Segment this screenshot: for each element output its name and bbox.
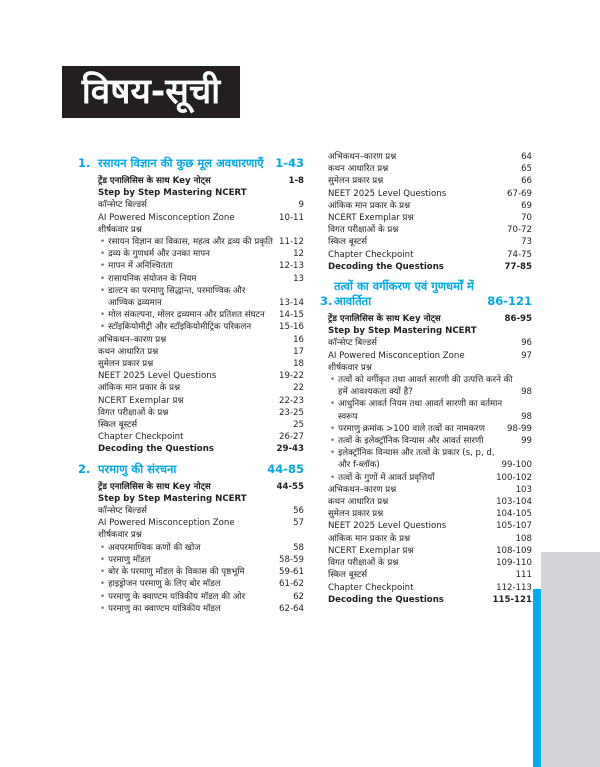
side-decoration-gray [541,552,600,767]
toc-entry[interactable] [78,175,304,187]
toc-entry[interactable] [78,431,304,443]
toc-entry-pages: 98 [521,411,532,422]
toc-entry[interactable] [78,395,304,407]
toc-entry-pages: 86-95 [504,314,532,325]
toc-entry[interactable] [320,200,532,212]
toc-right-column [320,151,532,606]
toc-entry-label: AI Powered Misconception Zone [98,212,235,223]
toc-entry-label: • तत्वों के गुणों में आवर्त प्रवृत्तियाँ [328,472,496,484]
toc-entry-pages: 115-121 [492,594,532,605]
toc-entry-pages: 77-85 [504,261,532,272]
toc-entry-pages: 26-27 [279,432,304,443]
toc-entry-label: विगत परीक्षाओं के प्रश्न [328,558,399,569]
toc-entry-pages: 15-16 [279,322,304,333]
toc-entry-pages: 56 [293,506,304,517]
page-title: विषय-सूची [62,66,240,118]
toc-entry-label: • बोर के परमाणु मॉडल के विकास की पृष्ठभूमि [98,566,279,578]
toc-entry[interactable] [78,443,304,455]
toc-entry-pages: 23-25 [279,407,304,418]
toc-entry[interactable] [320,545,532,557]
toc-entry[interactable] [320,472,532,484]
toc-entry-label: सुमेलन प्रकार प्रश्न [98,359,154,370]
toc-entry-label: NEET 2025 Level Questions [98,371,217,382]
toc-entry-label: सुमेलन प्रकार प्रश्न [328,509,384,520]
toc-entry-pages: 100-102 [496,472,532,483]
toc-entry-label: स्किल बूस्टर्स [98,420,138,431]
chapter-title: परमाणु की संरचना [98,461,177,476]
toc-entry[interactable] [78,517,304,529]
toc-entry-label: विगत परीक्षाओं के प्रश्न [328,225,399,236]
toc-entry[interactable] [78,199,304,211]
toc-entry-pages: 62-64 [279,603,304,614]
toc-entry-label: • अवपरमाण्विक कणों की खोज [98,542,293,554]
toc-entry-pages: 22 [293,383,304,394]
toc-entry-pages: 22-23 [279,395,304,406]
toc-entry[interactable] [320,224,532,236]
toc-entry-pages: 111 [515,570,532,581]
toc-entry-label: • मापन में अनिश्चितता [98,260,279,272]
toc-entry-label: AI Powered Misconception Zone [98,518,235,529]
chapter-number: 2. [78,461,91,476]
toc-entry[interactable] [78,309,304,321]
toc-entry[interactable] [78,382,304,394]
toc-entry-label: Chapter Checkpoint [328,249,414,260]
toc-entry-label: • हाइड्रोजन परमाणु के लिए बोर मॉडल [98,578,279,590]
toc-entry-pages: 62 [293,591,304,602]
toc-entry-label: Decoding the Questions [98,444,214,455]
toc-entry[interactable] [78,187,304,199]
toc-entry-label: Decoding the Questions [328,594,444,605]
chapter-heading[interactable] [320,279,532,309]
toc-entry-pages: 66 [521,176,532,187]
toc-entry[interactable] [320,236,532,248]
toc-entry[interactable] [78,285,304,309]
toc-entry-pages: 64 [521,152,532,162]
toc-entry-label: शीर्षकवार प्रश्न [98,224,142,235]
toc-entry-label: आंकिक मान प्रकार के प्रश्न [328,533,411,544]
toc-entry-label: Step by Step Mastering NCERT [98,493,247,504]
side-decoration-blue [533,589,541,767]
toc-entry[interactable] [78,481,304,493]
toc-entry[interactable] [320,313,532,325]
chapter-pages: 44-85 [267,461,304,476]
toc-entry-pages: 65 [521,164,532,175]
toc-entry[interactable] [78,419,304,431]
toc-entry-label: NCERT Exemplar प्रश्न [98,395,184,406]
toc-entry-pages: 70-72 [507,225,532,236]
toc-entry-pages: 17 [293,346,304,357]
toc-entry[interactable] [320,261,532,273]
chapter-title: रसायन विज्ञान की कुछ मूल अवधारणाएँ [98,156,264,170]
chapter-number: 3. [320,294,333,309]
toc-entry[interactable] [320,594,532,606]
toc-entry[interactable] [320,496,532,508]
toc-entry-pages: 13-14 [279,298,304,309]
toc-entry-label: स्किल बूस्टर्स [328,237,368,248]
toc-entry-pages: 13 [293,273,304,284]
toc-entry-label: • तत्वों के इलेक्ट्रॉनिक विन्यास और आवर्त सारणी [328,435,521,447]
toc-entry-pages: 44-55 [276,481,304,492]
toc-entry[interactable] [78,260,304,272]
toc-entry-pages: 97 [521,350,532,361]
chapter-heading[interactable] [78,462,304,477]
toc-entry[interactable] [78,321,304,333]
toc-entry-pages: 12-13 [279,261,304,272]
toc-entry[interactable] [320,212,532,224]
toc-entry[interactable] [78,370,304,382]
toc-entry-label: अभिकथन–कारण प्रश्न [328,484,397,495]
toc-entry[interactable] [320,557,532,569]
toc-entry-label: स्किल बूस्टर्स [328,570,368,581]
toc-entry-pages: 1-8 [288,176,304,186]
toc-entry-pages: 25 [293,420,304,431]
toc-entry[interactable] [78,566,304,578]
toc-entry-label: • परमाणु मॉडल [98,554,279,566]
toc-entry[interactable] [78,248,304,260]
toc-entry-pages: 67-69 [507,188,532,199]
toc-entry[interactable] [320,374,532,398]
toc-entry-label: NEET 2025 Level Questions [328,521,447,532]
toc-entry-label: • द्रव्य के गुणधर्म और उनका मापन [98,248,293,260]
toc-entry[interactable] [320,249,532,261]
toc-entry[interactable] [320,362,532,374]
toc-entry-pages: 19-22 [279,371,304,382]
toc-entry[interactable] [78,529,304,541]
toc-entry-label: आंकिक मान प्रकार के प्रश्न [98,383,181,394]
toc-entry[interactable] [78,273,304,285]
toc-entry[interactable] [320,398,532,422]
toc-entry-label: कथन आधारित प्रश्न [328,497,389,508]
toc-entry-pages: 58 [293,542,304,553]
toc-entry-pages: 74-75 [507,249,532,260]
toc-entry-label: • परमाणु का क्वाण्टम यांत्रिकीय मॉडल [98,603,279,615]
toc-entry-label: शीर्षकवार प्रश्न [98,530,142,541]
toc-entry-label: कथन आधारित प्रश्न [98,346,159,357]
toc-entry[interactable] [320,350,532,362]
toc-entry[interactable] [320,337,532,349]
toc-entry-pages: 108 [515,533,532,544]
toc-entry[interactable] [78,591,304,603]
toc-entry-label: ट्रेंड एनालिसिस के साथ Key नोट्स [98,481,211,492]
toc-entry-label: AI Powered Misconception Zone [328,350,465,361]
toc-entry-label: कॉन्सेप्ट बिल्डर्स [328,338,377,349]
toc-entry-label: NEET 2025 Level Questions [328,188,447,199]
toc-entry-label: कथन आधारित प्रश्न [328,164,389,175]
toc-entry-pages: 18 [293,359,304,370]
toc-entry-pages: 61-62 [279,579,304,590]
toc-entry[interactable] [78,493,304,505]
toc-entry[interactable] [320,569,532,581]
toc-entry[interactable] [78,603,304,615]
toc-entry-pages: 14-15 [279,310,304,321]
toc-entry-label: • मोल संकल्पना, मोलर द्रव्यमान और प्रतिशत संघटन [98,309,279,321]
toc-entry[interactable] [78,224,304,236]
toc-entry[interactable] [320,325,532,337]
toc-entry-pages: 103 [515,484,532,495]
toc-entry-label: • परमाणु क्रमांक >100 वाले तत्वों का नामकरण [328,423,507,435]
toc-entry[interactable] [78,407,304,419]
toc-entry-pages: 109-110 [496,558,532,569]
chapter-pages: 1-43 [275,156,304,170]
toc-entry-pages: 73 [521,237,532,248]
toc-entry-pages: 59-61 [279,567,304,578]
toc-entry-pages: 99 [521,436,532,447]
toc-entry[interactable] [78,346,304,358]
toc-entry-pages: 99-100 [501,460,532,471]
toc-left-column [78,150,304,615]
toc-entry-pages: 12 [293,249,304,260]
toc-entry-label: अभिकथन–कारण प्रश्न [328,152,397,162]
toc-entry-pages: 103-104 [496,497,532,508]
toc-entry-pages: 69 [521,200,532,211]
chapter-number: 1. [78,156,91,170]
toc-entry-pages: 96 [521,338,532,349]
toc-entry-label: कॉन्सेप्ट बिल्डर्स [98,506,147,517]
toc-entry-pages: 10-11 [279,212,304,223]
chapter-title: तत्वों का वर्गीकरण एवं गुणधर्मों में आवर्तिता [334,279,474,309]
toc-entry-label: ट्रेंड एनालिसिस के साथ Key नोट्स [328,314,441,325]
toc-entry-label: • स्टॉइकियोमीट्री और स्टॉइकियोमीट्रिक परिकलन [98,321,279,333]
toc-entry-pages: 98-99 [507,423,532,434]
toc-entry[interactable] [320,508,532,520]
toc-entry-pages: 9 [298,200,304,211]
toc-entry-label: • परमाणु के क्वाण्टम यांत्रिकीय मॉडल की ओर [98,591,293,603]
toc-entry-pages: 11-12 [279,237,304,248]
toc-entry-pages: 70 [521,213,532,224]
toc-entry-label: • रसायन विज्ञान का विकास, महत्व और द्रव्य की प्रकृति [98,236,279,248]
toc-entry[interactable] [320,151,532,163]
toc-entry-label: Step by Step Mastering NCERT [98,188,247,199]
toc-entry-pages: 16 [293,334,304,345]
toc-entry-label: शीर्षकवार प्रश्न [328,362,372,373]
toc-entry[interactable] [78,358,304,370]
toc-entry-label: • आधुनिक आवर्त नियम तथा आवर्त सारणी का वर्तमान स्वरूप [328,398,521,422]
chapter-pages: 86-121 [487,294,532,309]
toc-entry[interactable] [78,578,304,590]
toc-entry[interactable] [320,447,532,471]
toc-entry-label: • डाल्टन का परमाणु सिद्धान्त, परमाण्विक और आण्विक द्रव्यमान [98,285,279,309]
toc-entry[interactable] [320,520,532,532]
toc-entry-label: • रासायनिक संयोजन के नियम [98,273,293,285]
toc-entry-label: • तत्वों को वर्गीकृत तथा आवर्त सारणी की उत्पत्ति करने की हमें आवश्यकता क्यों है? [328,374,521,398]
toc-entry-label: • इलेक्ट्रॉनिक विन्यास और तत्वों के प्रकार (s, p, d, और f-ब्लॉक) [328,447,502,471]
toc-entry-label: Chapter Checkpoint [328,582,414,593]
toc-entry-pages: 108-109 [496,545,532,556]
toc-entry-pages: 29-43 [276,444,304,455]
toc-entry-label: NCERT Exemplar प्रश्न [328,545,414,556]
toc-entry[interactable] [320,175,532,187]
toc-entry[interactable] [78,236,304,248]
toc-entry-label: विगत परीक्षाओं के प्रश्न [98,407,169,418]
toc-entry-pages: 104-105 [496,509,532,520]
toc-entry[interactable] [320,435,532,447]
chapter-heading[interactable] [78,156,304,171]
toc-entry-label: Step by Step Mastering NCERT [328,326,477,337]
toc-entry-label: आंकिक मान प्रकार के प्रश्न [328,200,411,211]
toc-entry-pages: 112-113 [496,582,532,593]
toc-entry[interactable] [320,163,532,175]
toc-entry[interactable] [78,542,304,554]
toc-entry-pages: 98 [521,387,532,398]
toc-entry-label: ट्रेंड एनालिसिस के साथ Key नोट्स [98,176,211,186]
toc-entry[interactable] [320,188,532,200]
toc-entry-label: अभिकथन–कारण प्रश्न [98,334,167,345]
toc-entry[interactable] [78,212,304,224]
toc-entry[interactable] [320,423,532,435]
toc-entry[interactable] [78,554,304,566]
toc-entry[interactable] [78,505,304,517]
toc-entry[interactable] [320,484,532,496]
toc-entry[interactable] [78,334,304,346]
toc-entry-label: Decoding the Questions [328,261,444,272]
toc-entry-label: Chapter Checkpoint [98,432,184,443]
toc-entry-pages: 57 [293,518,304,529]
toc-entry[interactable] [320,582,532,594]
toc-entry-label: कॉन्सेप्ट बिल्डर्स [98,200,147,211]
toc-entry[interactable] [320,533,532,545]
toc-entry-label: सुमेलन प्रकार प्रश्न [328,176,384,187]
toc-entry-pages: 105-107 [496,521,532,532]
toc-entry-pages: 58-59 [279,554,304,565]
toc-entry-label: NCERT Exemplar प्रश्न [328,213,414,224]
